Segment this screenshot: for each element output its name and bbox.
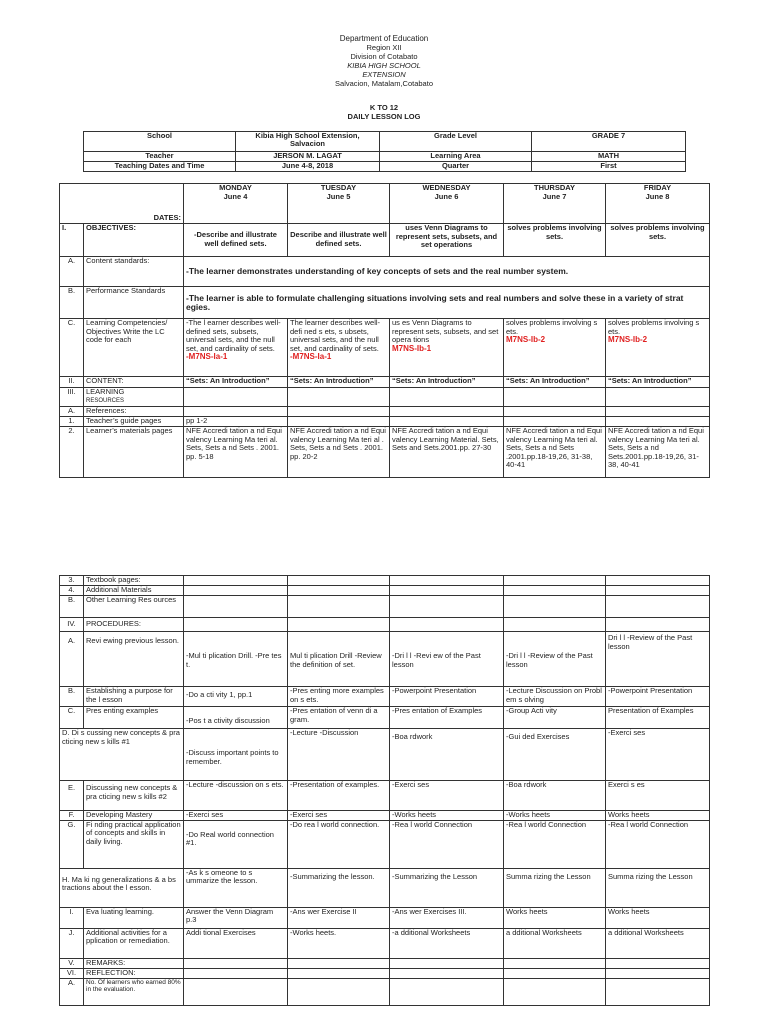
procedure-cell: -Pres enting more examples on s ets. [288, 687, 390, 707]
procedure-cell: Exerci s es [606, 781, 710, 811]
teacher-label: Teacher [84, 152, 236, 162]
dates-value: June 4-8, 2018 [236, 162, 380, 172]
dates-row-label: DATES: [60, 184, 184, 224]
procedure-cell: -Gui ded Exercises [504, 729, 606, 781]
procedure-cell: -Works heets [504, 811, 606, 821]
procedure-cell: -Do a cti vity 1, pp.1 [184, 687, 288, 707]
procedure-cell: -Lecture -Discussion [288, 729, 390, 781]
other-resources-num: B. [60, 596, 84, 618]
resources-num: III. [60, 388, 84, 407]
resources-label: LEARNING RESOURCES [84, 388, 184, 407]
day-header-wednesday: WEDNESDAY June 6 [390, 184, 504, 224]
procedure-label: D. Di s cussing new concepts & pra cticing new s kills #1 [60, 729, 184, 781]
content-standards-label: Content standards: [84, 257, 184, 287]
learners-materials-cell: NFE Accredi tation a nd Equi valency Learning Ma teri al. Sets, Sets a nd Sets .2001.pp.18-19,26, 31-38, 40-41 [504, 427, 606, 478]
procedure-num: J. [60, 928, 84, 958]
dept-name: Department of Education [339, 34, 429, 43]
learners-materials-num: 2. [60, 427, 84, 478]
competency-cell: solves problems involving s ets. M7NS-Ib-2 [504, 319, 606, 377]
procedure-cell: -Group Acti vity [504, 707, 606, 729]
performance-standards-text: -The learner is able to formulate challenging situations involving sets and real numbers and solve these in a variety of strat egies. [184, 287, 710, 319]
procedure-label: H. Ma ki ng generalizations & a bs tractions about the l esson. [60, 868, 184, 907]
performance-standards-num: B. [60, 287, 84, 319]
content-cell: “Sets: An Introduction” [606, 377, 710, 388]
procedure-num: B. [60, 687, 84, 707]
procedure-cell: Mul ti plication Drill -Review the definition of set. [288, 632, 390, 687]
procedure-label: Establishing a purpose for the l esson [84, 687, 184, 707]
competencies-num: C. [60, 319, 84, 377]
content-cell: “Sets: An Introduction” [390, 377, 504, 388]
teachers-guide-cell [390, 417, 504, 427]
content-num: II. [60, 377, 84, 388]
learners-materials-cell: NFE Accredi tation a nd Equi valency Learning Ma teri al. Sets, Sets a nd Sets . 2001. pp. 5-18 [184, 427, 288, 478]
competency-cell: The learner describes well-defi ned s ets, s ubsets, universal sets, and the null set, and cardinality of sets. -M7NS-Ia-1 [288, 319, 390, 377]
procedures-label: PROCEDURES: [84, 618, 184, 632]
procedure-cell: -Lecture Discussion on Probl em s olving [504, 687, 606, 707]
additional-materials-label: Additional Materials [84, 586, 184, 596]
procedure-cell: -Boa rdwork [504, 781, 606, 811]
school-label: School [84, 132, 236, 152]
procedure-label: Developing Mastery [84, 811, 184, 821]
procedure-num: I. [60, 907, 84, 928]
procedure-cell: -Powerpoint Presentation [606, 687, 710, 707]
procedure-cell: -As k s omeone to s ummarize the lesson. [184, 868, 288, 907]
procedure-num: C. [60, 707, 84, 729]
procedure-cell: Works heets [606, 811, 710, 821]
learners-materials-cell: NFE Accredi tation a nd Equi valency Learning Ma teri al . Sets, Sets a nd Sets . 2001. pp. 20-2 [288, 427, 390, 478]
title-block [0, 103, 768, 121]
procedure-cell: Works heets [504, 907, 606, 928]
other-resources-label: Other Learning Res ources [84, 596, 184, 618]
procedure-cell: -Boa rdwork [390, 729, 504, 781]
performance-standards-label: Performance Standards [84, 287, 184, 319]
learners-materials-cell: NFE Accredi tation a nd Equi valency Learning Ma teri al. Sets, Sets a nd Sets.2001.pp.18-19,26, 31-38, 40-41 [606, 427, 710, 478]
procedure-label: Pres enting examples [84, 707, 184, 729]
daily-lesson-log-title: DAILY LESSON LOG [347, 112, 421, 121]
procedure-label: Fi nding practical application of concepts and skills in daily living. [84, 820, 184, 868]
procedure-cell: -Summarizing the Lesson [390, 868, 504, 907]
procedure-num: G. [60, 820, 84, 868]
objectives-num: I. [60, 224, 84, 257]
school-header [0, 34, 768, 88]
procedure-cell: -Exerci ses [184, 811, 288, 821]
procedure-cell: -Powerpoint Presentation [390, 687, 504, 707]
additional-materials-num: 4. [60, 586, 84, 596]
procedure-label: Eva luating learning. [84, 907, 184, 928]
lesson-table-2 [59, 575, 710, 1006]
content-standards-num: A. [60, 257, 84, 287]
quarter-label: Quarter [380, 162, 532, 172]
teachers-guide-label: Teacher’s guide pages [84, 417, 184, 427]
procedure-cell: Addi tional Exercises [184, 928, 288, 958]
competencies-label: Learning Competencies/ Objectives Write the LC code for each [84, 319, 184, 377]
procedure-cell: -Dri l l -Review of the Past lesson [504, 632, 606, 687]
procedure-label: Revi ewing previous lesson. [84, 632, 184, 687]
procedure-cell: -Ans wer Exercises III. [390, 907, 504, 928]
procedure-cell: -a dditional Worksheets [390, 928, 504, 958]
procedure-cell: -Pres entation of venn di a gram. [288, 707, 390, 729]
quarter-value: First [532, 162, 686, 172]
division: Division of Cotabato [350, 52, 418, 61]
content-standards-text: -The learner demonstrates understanding of key concepts of sets and the real number system. [184, 257, 710, 287]
learners-80-label: No. Of learners who earned 80% in the evaluation. [84, 978, 184, 1005]
objective-cell: uses Venn Diagrams to represent sets, subsets, and set operations [390, 224, 504, 257]
procedure-cell: -Do Real world connection #1. [184, 820, 288, 868]
procedure-cell: a dditional Worksheets [606, 928, 710, 958]
school-extension: EXTENSION [362, 70, 406, 79]
competency-cell: -The l earner describes well-defined sets, subsets, universal sets, and the null set, and cardinality of sets. -M7NS-Ia-1 [184, 319, 288, 377]
reflection-label: REFLECTION: [84, 968, 184, 978]
content-label: CONTENT: [84, 377, 184, 388]
learners-80-num: A. [60, 978, 84, 1005]
references-num: A. [60, 407, 84, 417]
procedure-cell: -Ans wer Exercise II [288, 907, 390, 928]
teachers-guide-cell: pp 1-2 [184, 417, 288, 427]
procedure-cell: -Dri l l -Revi ew of the Past lesson [390, 632, 504, 687]
procedure-cell: -Presentation of examples. [288, 781, 390, 811]
k12-title: K TO 12 [369, 103, 399, 112]
procedure-cell: -Lecture -discussion on s ets. [184, 781, 288, 811]
objective-cell: solves problems involving sets. [504, 224, 606, 257]
reflection-num: VI. [60, 968, 84, 978]
procedure-cell: Dri l l -Review of the Past lesson [606, 632, 710, 687]
grade-value: GRADE 7 [532, 132, 686, 152]
procedure-cell: Answer the Venn Diagram p.3 [184, 907, 288, 928]
procedure-cell: -Summarizing the lesson. [288, 868, 390, 907]
procedure-cell: -Discuss important points to remember. [184, 729, 288, 781]
procedure-cell: -Rea l world Connection [504, 820, 606, 868]
learners-materials-label: Learner’s materials pages [84, 427, 184, 478]
procedure-cell: -Rea l world Connection [390, 820, 504, 868]
day-header-thursday: THURSDAY June 7 [504, 184, 606, 224]
teachers-guide-cell [504, 417, 606, 427]
remarks-label: REMARKS: [84, 958, 184, 968]
procedure-cell: -Exerci ses [606, 729, 710, 781]
competency-cell: solves problems involving s ets. M7NS-Ib-2 [606, 319, 710, 377]
address: Salvacion, Matalam,Cotabato [335, 79, 433, 88]
objective-cell: -Describe and illustrate well defined sets. [184, 224, 288, 257]
day-header-monday: MONDAY June 4 [184, 184, 288, 224]
area-label: Learning Area [380, 152, 532, 162]
procedure-cell: -Rea l world Connection [606, 820, 710, 868]
teachers-guide-num: 1. [60, 417, 84, 427]
procedure-cell: Presentation of Examples [606, 707, 710, 729]
learners-materials-cell: NFE Accredi tation a nd Equi valency Learning Material. Sets, Sets and Sets.2001.pp. 27-30 [390, 427, 504, 478]
procedure-cell: -Mul ti plication Drill. -Pre tes t. [184, 632, 288, 687]
school-name: KIBIA HIGH SCHOOL [347, 61, 421, 70]
procedure-cell: Summa rizing the Lesson [504, 868, 606, 907]
objective-cell: Describe and illustrate well defined sets. [288, 224, 390, 257]
objectives-label: OBJECTIVES: [84, 224, 184, 257]
day-header-friday: FRIDAY June 8 [606, 184, 710, 224]
objective-cell: solves problems involving sets. [606, 224, 710, 257]
school-value: Kibia High School Extension, Salvacion [236, 132, 380, 152]
lesson-table-1 [59, 183, 710, 478]
procedure-cell: -Exerci ses [288, 811, 390, 821]
procedure-num: E. [60, 781, 84, 811]
textbook-label: Textbook pages: [84, 576, 184, 586]
teachers-guide-cell [606, 417, 710, 427]
remarks-num: V. [60, 958, 84, 968]
info-table [83, 131, 686, 172]
dates-label: Teaching Dates and Time [84, 162, 236, 172]
procedure-cell: -Works heets [390, 811, 504, 821]
procedure-label: Discussing new concepts & pra cticing new s kills #2 [84, 781, 184, 811]
procedure-num: F. [60, 811, 84, 821]
content-cell: “Sets: An Introduction” [288, 377, 390, 388]
procedure-cell: -Exerci ses [390, 781, 504, 811]
procedure-cell: -Works heets. [288, 928, 390, 958]
region: Region XII [366, 43, 402, 52]
procedure-cell: -Do rea l world connection. [288, 820, 390, 868]
procedures-num: IV. [60, 618, 84, 632]
day-header-tuesday: TUESDAY June 5 [288, 184, 390, 224]
procedure-label: Additional activities for a pplication or remediation. [84, 928, 184, 958]
competency-cell: us es Venn Diagrams to represent sets, subsets, and set opera tions M7NS-Ib-1 [390, 319, 504, 377]
procedure-cell: Summa rizing the Lesson [606, 868, 710, 907]
procedure-num: A. [60, 632, 84, 687]
content-cell: “Sets: An Introduction” [504, 377, 606, 388]
procedure-cell: -Pres entation of Examples [390, 707, 504, 729]
area-value: MATH [532, 152, 686, 162]
references-label: References: [84, 407, 184, 417]
grade-label: Grade Level [380, 132, 532, 152]
procedure-cell: a dditional Worksheets [504, 928, 606, 958]
content-cell: “Sets: An Introduction” [184, 377, 288, 388]
teachers-guide-cell [288, 417, 390, 427]
procedure-cell: Works heets [606, 907, 710, 928]
teacher-value: JERSON M. LAGAT [236, 152, 380, 162]
procedure-cell: -Pos t a ctivity discussion [184, 707, 288, 729]
textbook-num: 3. [60, 576, 84, 586]
